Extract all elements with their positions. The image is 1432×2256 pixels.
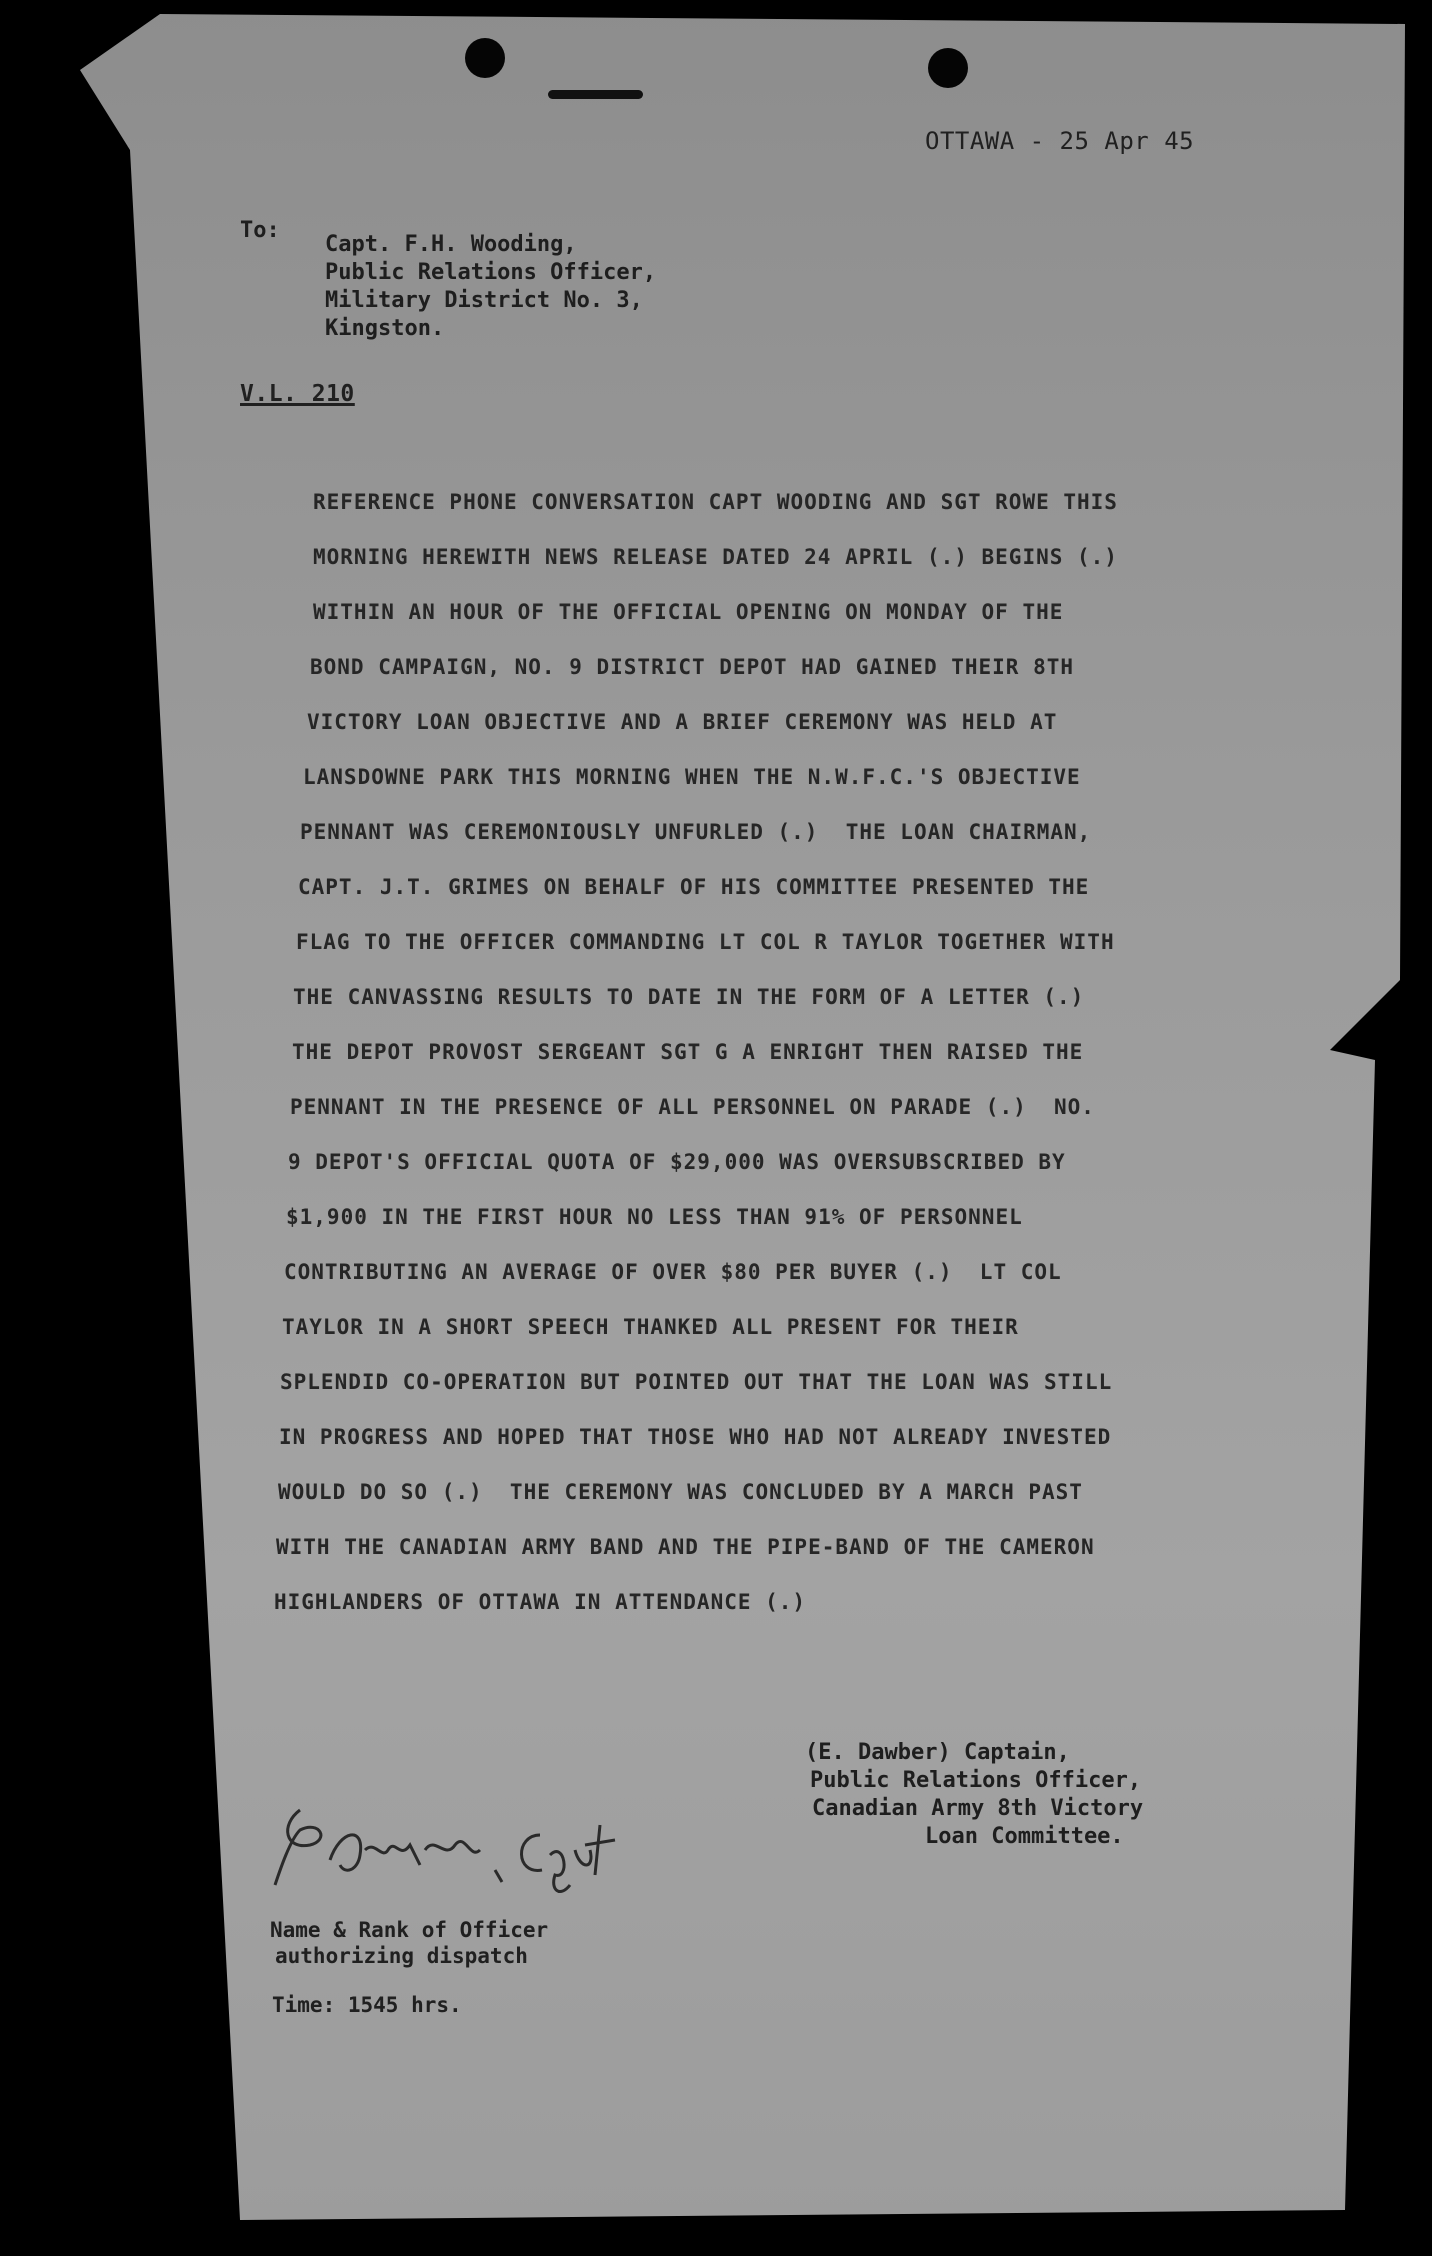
message-line: VICTORY LOAN OBJECTIVE AND A BRIEF CEREMONY WAS HELD AT: [307, 710, 1058, 734]
message-line: BOND CAMPAIGN, NO. 9 DISTRICT DEPOT HAD GAINED THEIR 8TH: [310, 655, 1075, 679]
message-line: WITH THE CANADIAN ARMY BAND AND THE PIPE-BAND OF THE CAMERON: [276, 1535, 1095, 1559]
message-line: TAYLOR IN A SHORT SPEECH THANKED ALL PRESENT FOR THEIR: [282, 1315, 1019, 1339]
punch-hole-right: [928, 48, 968, 88]
punch-hole-left: [465, 38, 505, 78]
place-date: OTTAWA - 25 Apr 45: [925, 127, 1195, 155]
addressee-line: Military District No. 3,: [325, 288, 643, 313]
officer-label: Name & Rank of Officer: [270, 1918, 549, 1942]
officer-label: authorizing dispatch: [275, 1944, 528, 1968]
addressee-line: Kingston.: [325, 316, 445, 341]
message-line: LANSDOWNE PARK THIS MORNING WHEN THE N.W.F.C.'S OBJECTIVE: [303, 765, 1081, 789]
message-line: THE CANVASSING RESULTS TO DATE IN THE FORM OF A LETTER (.): [293, 985, 1085, 1009]
reference-code: V.L. 210: [240, 381, 355, 407]
addressee-line: Capt. F.H. Wooding,: [325, 232, 577, 257]
message-line: SPLENDID CO-OPERATION BUT POINTED OUT THAT THE LOAN WAS STILL: [280, 1370, 1113, 1394]
handwritten-signature: [270, 1790, 650, 1900]
signatory-line: Public Relations Officer,: [810, 1768, 1142, 1793]
message-line: REFERENCE PHONE CONVERSATION CAPT WOODING AND SGT ROWE THIS: [313, 490, 1118, 514]
signatory-line: Canadian Army 8th Victory: [812, 1796, 1144, 1821]
message-line: CONTRIBUTING AN AVERAGE OF OVER $80 PER BUYER (.) LT COL: [284, 1260, 1062, 1284]
dispatch-time: Time: 1545 hrs.: [272, 1993, 462, 2017]
message-line: PENNANT WAS CEREMONIOUSLY UNFURLED (.) THE LOAN CHAIRMAN,: [300, 820, 1092, 844]
addressee-line: Public Relations Officer,: [325, 260, 657, 285]
message-line: WITHIN AN HOUR OF THE OFFICIAL OPENING ON MONDAY OF THE: [313, 600, 1064, 624]
message-line: 9 DEPOT'S OFFICIAL QUOTA OF $29,000 WAS OVERSUBSCRIBED BY: [288, 1150, 1066, 1174]
ink-smudge: [548, 90, 643, 99]
message-line: FLAG TO THE OFFICER COMMANDING LT COL R TAYLOR TOGETHER WITH: [296, 930, 1115, 954]
message-line: MORNING HEREWITH NEWS RELEASE DATED 24 APRIL (.) BEGINS (.): [313, 545, 1118, 569]
message-line: THE DEPOT PROVOST SERGEANT SGT G A ENRIGHT THEN RAISED THE: [292, 1040, 1084, 1064]
message-line: HIGHLANDERS OF OTTAWA IN ATTENDANCE (.): [274, 1590, 807, 1614]
signatory-line: Loan Committee.: [925, 1824, 1124, 1849]
message-line: WOULD DO SO (.) THE CEREMONY WAS CONCLUDED BY A MARCH PAST: [278, 1480, 1083, 1504]
message-line: $1,900 IN THE FIRST HOUR NO LESS THAN 91% OF PERSONNEL: [286, 1205, 1023, 1229]
to-label: To:: [240, 218, 280, 243]
message-line: PENNANT IN THE PRESENCE OF ALL PERSONNEL ON PARADE (.) NO.: [290, 1095, 1095, 1119]
message-line: IN PROGRESS AND HOPED THAT THOSE WHO HAD NOT ALREADY INVESTED: [279, 1425, 1112, 1449]
signatory-line: (E. Dawber) Captain,: [805, 1740, 1070, 1765]
message-line: CAPT. J.T. GRIMES ON BEHALF OF HIS COMMITTEE PRESENTED THE: [298, 875, 1090, 899]
